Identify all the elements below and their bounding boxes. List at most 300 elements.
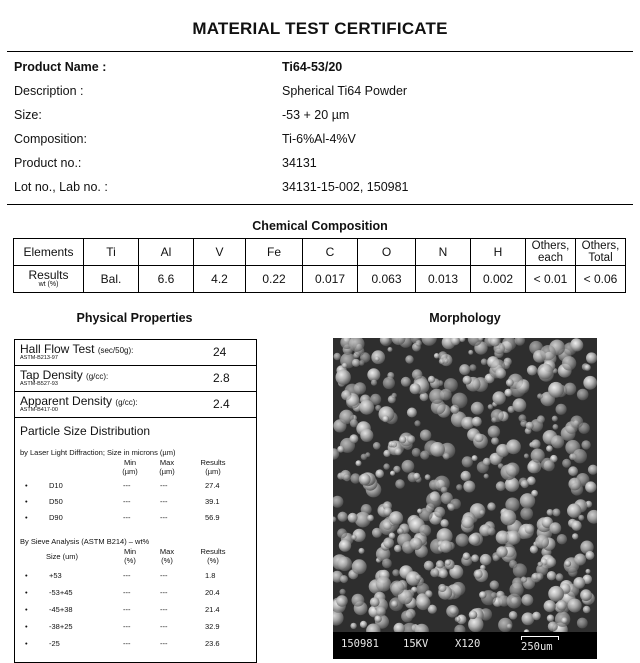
sieve-row-name: -45+38 [49,605,73,614]
powder-particle [401,377,411,387]
laser-row-max: --- [160,497,168,506]
powder-particle [506,439,521,454]
powder-particle [581,440,590,449]
powder-particle [548,382,564,398]
powder-particle [440,519,448,527]
morphology-title: Morphology [429,311,501,325]
chemical-composition-title: Chemical Composition [252,219,388,233]
powder-particle [351,535,356,540]
sieve-row-name: -25 [49,639,60,648]
powder-particle [585,481,596,492]
apparent-density-label [20,394,138,408]
powder-particle [548,586,564,602]
powder-particle [407,408,417,418]
powder-particle [471,554,479,562]
powder-particle [336,370,351,385]
powder-particle [416,340,422,346]
powder-particle [434,507,445,518]
results-row [14,266,626,293]
hall-flow-standard: ASTM-B213-97 [20,355,58,361]
powder-particle [337,557,352,572]
powder-particle [570,416,583,429]
laser-row-bullet: • [25,481,28,490]
others-total-header [576,239,626,266]
powder-particle [401,610,413,622]
powder-particle [440,540,452,552]
powder-particle [553,424,559,430]
element-cell: O [358,239,416,266]
powder-particle [571,521,581,531]
label-unit: (g/cc): [115,398,138,407]
sieve-row-name: +53 [49,571,62,580]
powder-particle [574,554,586,566]
powder-particle [491,417,497,423]
powder-particle [578,515,584,521]
powder-particle [551,435,564,448]
powder-particle [388,347,393,352]
powder-particle [525,524,535,534]
info-row-lot-no [14,180,624,198]
powder-particle [474,433,483,442]
powder-particle [391,601,398,608]
powder-particle [338,512,348,522]
powder-particle [376,607,386,617]
powder-particle [509,611,518,620]
powder-particle [472,455,478,461]
info-key: Description : [14,84,84,98]
powder-particle [549,522,561,534]
powder-particle [340,589,346,595]
powder-particle [547,571,556,580]
powder-particle [426,492,442,508]
powder-particle [383,377,395,389]
powder-particle [562,356,576,370]
powder-particle [405,355,413,363]
sieve-row-result: 23.6 [205,639,220,648]
sieve-row-max: --- [160,605,168,614]
powder-particle [490,580,499,589]
value-cell: 0.002 [471,266,526,293]
sieve-row-name: -38+25 [49,622,73,631]
powder-particle [392,393,397,398]
sieve-row-max: --- [160,622,168,631]
tap-density-standard: ASTM-B527-93 [20,381,58,387]
powder-particle [448,504,455,511]
element-cell: C [303,239,358,266]
powder-particle [373,442,381,450]
sieve-row-min: --- [123,588,131,597]
powder-particle [577,389,589,401]
powder-particle [354,382,366,394]
label-unit: (sec/50g): [97,346,134,355]
powder-particle [568,478,581,491]
sem-caption-bar [333,632,597,659]
powder-particle [376,576,391,591]
powder-particle [339,539,351,551]
powder-particle [496,546,507,557]
powder-particle [556,573,564,581]
powder-particle [390,581,404,595]
info-row-product-no [14,156,624,174]
header-line: each [538,252,563,264]
hdr-unit: (%) [161,556,173,565]
powder-particle [417,509,422,514]
powder-particle [350,623,356,629]
powder-particle [336,595,348,607]
powder-particle [573,449,587,463]
laser-row-min: --- [123,513,131,522]
powder-particle [532,612,541,621]
powder-particle [557,534,567,544]
hdr-unit: (%) [124,556,136,565]
hdr: Max [159,458,175,467]
info-row-description [14,84,624,102]
powder-particle [472,417,482,427]
powder-particle [507,624,512,629]
powder-particle [462,456,473,467]
powder-particle [547,509,554,516]
laser-min-header [115,458,145,476]
info-row-size [14,108,624,126]
value-cell: Bal. [84,266,139,293]
powder-particle [367,368,380,381]
powder-particle [463,481,475,493]
powder-particle [504,389,512,397]
powder-particle [537,364,553,380]
laser-row-result: 39.1 [205,497,220,506]
powder-particle [394,545,402,553]
sieve-title: By Sieve Analysis (ASTM B214) – wt% [20,537,150,546]
powder-particle [492,391,505,404]
powder-particle [571,339,584,352]
powder-particle [356,460,362,466]
powder-particle [531,439,540,448]
results-label [14,266,84,293]
powder-particle [522,612,535,625]
powder-particle [509,560,517,568]
info-key: Size: [14,108,42,122]
value-cell: 6.6 [139,266,194,293]
hdr: Min [123,547,137,556]
powder-particle [449,607,457,615]
results-unit: wt (%) [38,281,59,288]
powder-particle [524,454,529,459]
psd-title: Particle Size Distribution [20,424,151,438]
powder-particle [506,463,520,477]
sem-caption-mag: X120 [455,638,481,650]
powder-particle [359,400,374,415]
powder-particle [367,515,374,522]
powder-particle [526,422,534,430]
powder-particle [480,554,492,566]
powder-particle [568,466,578,476]
info-row-product-name [14,60,624,78]
physical-properties-title: Physical Properties [76,311,193,325]
powder-particle [359,474,371,486]
hdr-unit: (µm) [122,467,138,476]
powder-particle [572,533,578,539]
powder-particle [383,450,390,457]
sieve-row-min: --- [123,571,131,580]
hdr-unit: (%) [207,556,219,565]
hdr-unit: (µm) [159,467,175,476]
powder-particle [413,473,420,480]
powder-particle [474,569,483,578]
powder-particle [430,568,439,577]
powder-particle [456,484,462,490]
powder-particle [410,537,423,550]
laser-row-bullet: • [25,513,28,522]
element-cell: V [194,239,246,266]
header-line: Others, [581,240,620,252]
powder-particle [452,393,468,409]
element-cell: Al [139,239,194,266]
others-each-value: < 0.01 [526,266,576,293]
sieve-row-result: 1.8 [205,571,216,580]
powder-particle [552,509,560,517]
laser-row-result: 56.9 [205,513,220,522]
powder-particle [521,577,527,583]
powder-particle [389,533,396,540]
powder-particle [586,569,591,574]
sieve-row-result: 20.4 [205,588,220,597]
apparent-density-value: 2.4 [213,397,230,411]
powder-particle [445,559,451,565]
powder-particle [439,569,448,578]
powder-particle [346,395,360,409]
powder-particle [527,461,539,473]
powder-particle [371,380,377,386]
powder-particle [546,445,553,452]
powder-particle [546,557,556,567]
laser-row-name: D50 [49,497,63,506]
powder-particle [459,364,470,375]
apparent-density-row [15,392,256,418]
powder-particle [583,376,597,390]
powder-particle [349,434,358,443]
powder-particle [495,368,506,379]
powder-particle [434,353,440,359]
sieve-row-max: --- [160,588,168,597]
powder-particle [496,481,506,491]
powder-particle [382,559,392,569]
powder-particle [568,599,582,613]
powder-particle [455,616,461,622]
powder-particle [527,365,537,375]
sem-caption-scale: 250um [521,641,553,653]
powder-particle [370,597,380,607]
powder-particle [487,527,495,535]
header-line: Total [588,252,613,264]
powder-particle [391,442,397,448]
powder-particle [441,487,448,494]
powder-particle [383,463,389,469]
sieve-row-result: 32.9 [205,622,220,631]
powder-particle [491,437,499,445]
powder-particle [337,446,344,453]
results-label-text: Results [28,268,69,282]
powder-particle [531,490,538,497]
powder-particle [416,596,430,610]
powder-particle [399,436,406,443]
scale-bar [521,636,559,640]
info-value: Spherical Ti64 Powder [282,84,408,98]
powder-particle [392,569,399,576]
powder-particle [438,584,446,592]
powder-particle [420,430,431,441]
powder-particle [522,594,534,606]
laser-row-max: --- [160,513,168,522]
sem-caption-lab: 150981 [341,638,379,650]
element-cell: N [416,239,471,266]
elements-row [14,239,626,266]
laser-row-min: --- [123,497,131,506]
powder-particle [535,535,549,549]
hdr: Max [159,547,175,556]
powder-particle [342,363,348,369]
laser-row-result: 27.4 [205,481,220,490]
powder-particle [471,402,484,415]
value-cell: 4.2 [194,266,246,293]
powder-particle [352,594,365,607]
laser-row-max: --- [160,481,168,490]
info-row-composition [14,132,624,150]
powder-particle [520,507,533,520]
sieve-size-header: Size (um) [45,552,79,561]
powder-particle [443,453,450,460]
powder-particle [556,600,567,611]
powder-particle [412,448,421,457]
powder-particle [389,511,403,525]
powder-particle [488,426,500,438]
sieve-max-header [152,547,182,565]
sieve-row-result: 21.4 [205,605,220,614]
info-key: Composition: [14,132,87,146]
powder-particle [361,454,367,460]
powder-particle [436,560,444,568]
tap-density-row [15,366,256,392]
powder-particle [428,376,435,383]
powder-particle [506,379,514,387]
powder-particle [397,528,404,535]
sieve-row-name: -53+45 [49,588,73,597]
info-key: Product Name : [14,60,107,74]
hall-flow-row [15,340,256,366]
powder-particle [430,442,445,457]
hdr: Results [200,547,226,556]
powder-particle [442,357,448,363]
powder-particle [461,471,471,481]
info-key: Lot no., Lab no. : [14,180,108,194]
chemical-composition-table [13,238,626,293]
powder-particle [468,350,473,355]
powder-particle [461,516,474,529]
sieve-row-bullet: • [25,605,28,614]
others-total-value: < 0.06 [576,266,626,293]
powder-particle [537,393,543,399]
info-value: Ti-6%Al-4%V [282,132,356,146]
powder-particle [382,416,389,423]
powder-particle [375,356,380,361]
powder-particle [348,513,358,523]
powder-particle [544,600,556,612]
laser-row-name: D10 [49,481,63,490]
powder-particle [340,470,350,480]
sieve-results-header [195,547,231,565]
powder-particle [562,459,571,468]
apparent-density-standard: ASTM-B417-00 [20,407,58,413]
value-cell: 0.017 [303,266,358,293]
powder-particle [469,364,476,371]
hall-flow-value: 24 [213,345,227,359]
sieve-row-max: --- [160,571,168,580]
sieve-row-bullet: • [25,622,28,631]
powder-particle [530,545,538,553]
laser-row-bullet: • [25,497,28,506]
powder-particle [488,404,493,409]
powder-particle [412,369,423,380]
powder-particle [407,435,415,443]
certificate-title: MATERIAL TEST CERTIFICATE [192,19,448,38]
powder-particle [552,416,558,422]
powder-particle [481,359,488,366]
laser-title: by Laser Light Diffraction; Size in microns (µm) [20,448,176,457]
powder-particle [547,615,554,622]
sieve-row-min: --- [123,622,131,631]
powder-particle [469,611,478,620]
powder-particle [537,415,545,423]
powder-particle [395,479,405,489]
hall-flow-label [20,342,133,356]
powder-particle [469,534,481,546]
elements-label: Elements [14,239,84,266]
powder-particle [360,621,367,628]
powder-particle [561,617,568,624]
sieve-min-header [115,547,145,565]
divider [7,204,633,205]
powder-particle [531,449,545,463]
tap-density-label [20,368,108,382]
powder-particle [538,562,543,567]
laser-max-header [152,458,182,476]
powder-particle [410,383,421,394]
powder-particle [510,583,524,597]
powder-particle [334,353,341,360]
value-cell: 0.063 [358,266,416,293]
value-cell: 0.22 [246,266,303,293]
powder-particle [425,474,431,480]
sieve-row-bullet: • [25,588,28,597]
powder-particle [340,575,348,583]
element-cell: Fe [246,239,303,266]
powder-particle [577,618,588,629]
powder-particle [565,560,571,566]
info-key: Product no.: [14,156,82,170]
powder-particle [586,352,597,363]
sem-micrograph [333,338,597,659]
sieve-row-bullet: • [25,571,28,580]
tap-density-value: 2.8 [213,371,230,385]
powder-particle [583,606,591,614]
powder-particle [521,480,529,488]
sieve-row-min: --- [123,605,131,614]
sem-caption-kv: 15KV [403,638,429,650]
powder-particle [463,552,471,560]
label-unit: (g/cc): [86,372,109,381]
powder-particle [451,582,465,596]
powder-particle [516,381,529,394]
sieve-row-max: --- [160,639,168,648]
